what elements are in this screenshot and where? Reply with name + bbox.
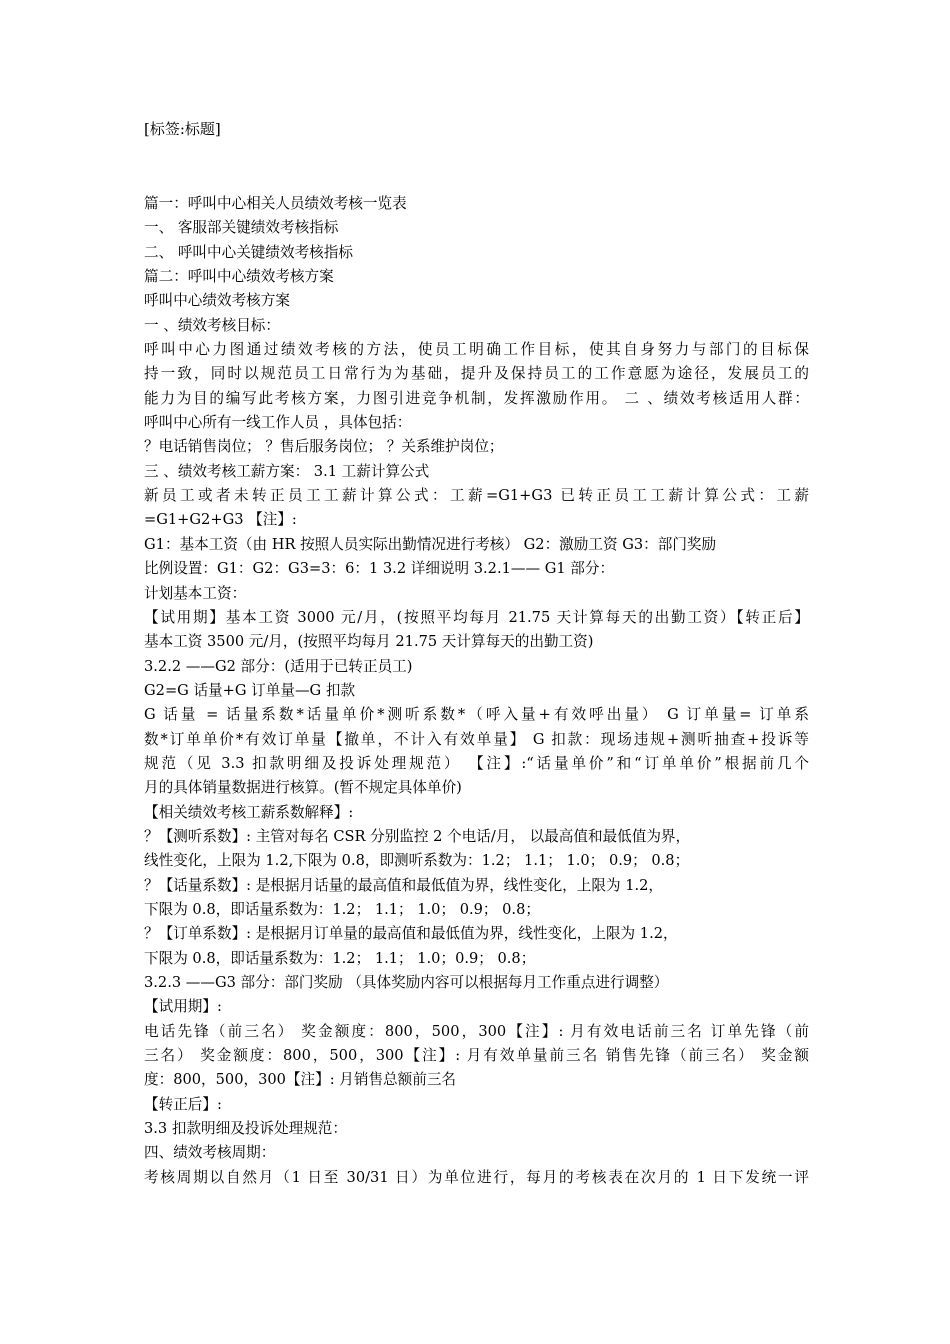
text-line: 【试用期】: <box>144 998 222 1016</box>
text-line: 新员工或者未转正员工工薪计算公式：工薪=G1+G3 已转正员工工薪计算公式：工薪 <box>144 487 809 505</box>
text-line: G1：基本工资（由 HR 按照人员实际出勤情况进行考核） G2：激励工资 G3：部门奖励 <box>144 535 717 553</box>
text-line: 三名） 奖金额度：800，500，300【注】: 月有效单量前三名 销售先锋（前三名） 奖金额 <box>144 1047 809 1065</box>
text-line: 3.3 扣款明细及投诉处理规范： <box>144 1120 347 1138</box>
text-line: 篇二：呼叫中心绩效考核方案 <box>144 268 334 286</box>
text-line: 二、 呼叫中心关键绩效考核指标 <box>144 243 353 261</box>
text-line: G 话量 = 话量系数*话量单价*测听系数*（呼入量+有效呼出量） G 订单量= 订单系 <box>144 706 809 724</box>
text-line: 计划基本工资： <box>144 584 247 602</box>
text-line: 电话先锋（前三名） 奖金额度：800，500，300【注】: 月有效电话前三名 订单先锋（前 <box>144 1022 809 1040</box>
text-line: 考核周期以自然月（1 日至 30/31 日）为单位进行，每月的考核表在次月的 1 日下发统一评 <box>144 1168 809 1186</box>
text-line: 持一致，同时以规范员工日常行为为基础，提升及保持员工的工作意愿为途径，发展员工的 <box>144 365 809 383</box>
text-line: 规范（见 3.3 扣款明细及投诉处理规范） 【注】:“话量单价”和“订单单价”根据前几个 <box>144 754 809 772</box>
text-line: 数*订单单价*有效订单量【撤单，不计入有效单量】 G 扣款：现场违规+测听抽查+投诉等 <box>144 730 809 748</box>
text-line: ？电话销售岗位； ？售后服务岗位； ？关系维护岗位； <box>144 438 504 456</box>
text-line: ？【话量系数】: 是根据月话量的最高值和最低值为界，线性变化，上限为 1.2， <box>144 876 664 894</box>
text-line: 篇一：呼叫中心相关人员绩效考核一览表 <box>144 195 407 212</box>
text-line: G2=G 话量+G 订单量—G 扣款 <box>144 681 356 699</box>
text-line: ？【测听系数】: 主管对每名 CSR 分别监控 2 个电话/月， 以最高值和最低值为界， <box>144 827 691 845</box>
text-line: 呼叫中心所有一线工作人员 ，具体包括： <box>144 414 412 432</box>
text-line: 比例设置：G1：G2：G3=3：6：1 3.2 详细说明 3.2.1—— G1 部分： <box>144 560 615 578</box>
text-line: 3.2.2 ——G2 部分：(适用于已转正员工) <box>144 657 413 675</box>
text-line: 下限为 0.8，即话量系数为：1.2； 1.1； 1.0；0.9； 0.8； <box>144 949 536 967</box>
text-line: 度：800，500，300【注】: 月销售总额前三名 <box>144 1071 457 1089</box>
text-line: 呼叫中心力图通过绩效考核的方法，使员工明确工作目标，使其自身努力与部门的目标保 <box>144 341 809 359</box>
text-line: 基本工资 3500 元/月，(按照平均每月 21.75 天计算每天的出勤工资) <box>144 633 594 651</box>
text-line: 四、绩效考核周期： <box>144 1144 276 1162</box>
text-line: 3.2.3 ——G3 部分：部门奖励 （具体奖励内容可以根据每月工作重点进行调整） <box>144 974 669 991</box>
text-line: 呼叫中心绩效考核方案 <box>144 292 290 310</box>
text-line: ？【订单系数】: 是根据月订单量的最高值和最低值为界，线性变化，上限为 1.2， <box>144 925 678 943</box>
text-line: 下限为 0.8，即话量系数为：1.2； 1.1； 1.0； 0.9； 0.8； <box>144 900 540 918</box>
text-line: 线性变化，上限为 1.2,下限为 0.8，即测听系数为：1.2； 1.1； 1.0； 0.9； 0.8； <box>144 852 690 870</box>
text-line: 一、 客服部关键绩效考核指标 <box>144 219 339 237</box>
text-line: 【相关绩效考核工薪系数解释】: <box>144 803 354 821</box>
text-line: 月的具体销量数据进行核算。(暂不规定具体单价) <box>144 779 462 797</box>
text-line: 能力为目的编写此考核方案，力图引进竞争机制，发挥激励作用。 二 、绩效考核适用人群： <box>144 389 809 407</box>
text-line: 三 、绩效考核工薪方案： 3.1 工薪计算公式 <box>144 462 430 480</box>
text-line: 一 、绩效考核目标： <box>144 316 280 334</box>
document-tag: [标签:标题] <box>144 120 221 138</box>
text-line: 【试用期】基本工资 3000 元/月，(按照平均每月 21.75 天计算每天的出勤工资）【转正后】 <box>144 608 809 626</box>
text-line: =G1+G2+G3 【注】: <box>144 511 297 529</box>
document-body <box>144 192 809 1190</box>
text-line: 【转正后】: <box>144 1095 222 1113</box>
